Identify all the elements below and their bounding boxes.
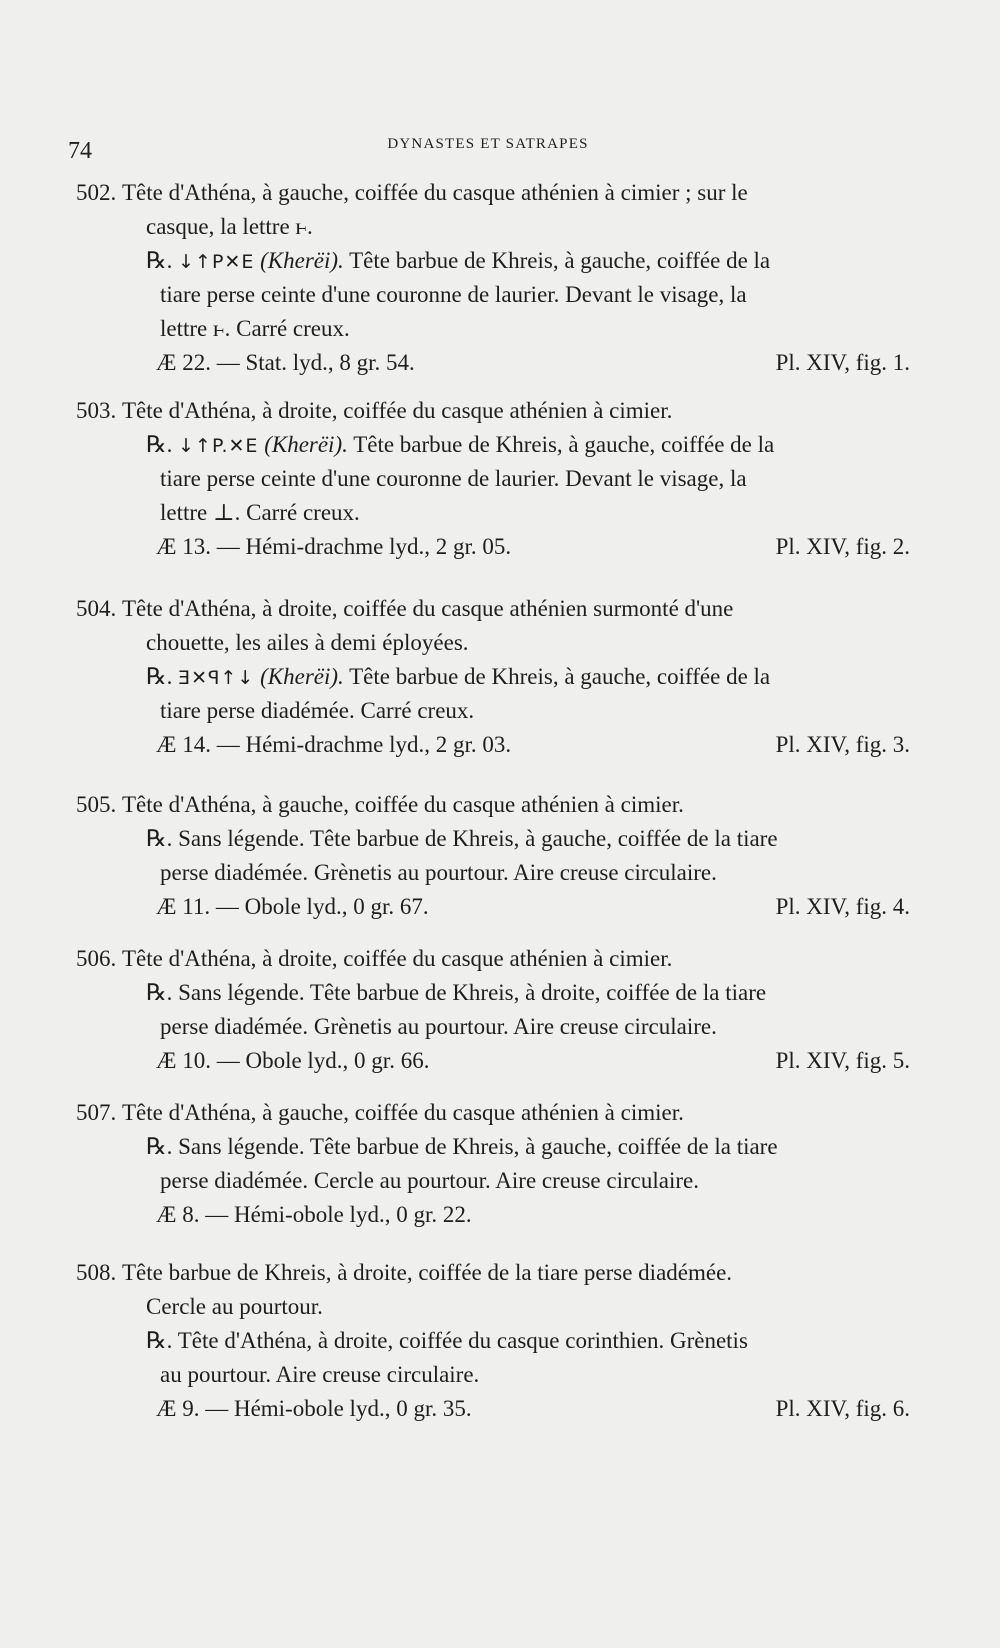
- reverse-line: lettre ⊥. Carré creux.: [160, 500, 360, 525]
- obverse-line: chouette, les ailes à demi éployées.: [146, 630, 469, 655]
- obverse-line: Tête d'Athéna, à droite, coiffée du casque athénien à cimier.: [122, 946, 673, 971]
- weight-info: 9. — Hémi-obole lyd., 0 gr. 35.: [182, 1396, 472, 1421]
- entry-number: 503.: [76, 398, 117, 423]
- reverse-line: tiare perse ceinte d'une couronne de laurier. Devant le visage, la: [160, 466, 747, 491]
- entry-number: 504.: [76, 596, 117, 621]
- reverse-text: Sans légende. Tête barbue de Khreis, à droite, coiffée de la tiare: [178, 980, 767, 1005]
- reverse-line: [146, 1324, 748, 1358]
- reverse-line: lettre ⱶ. Carré creux.: [160, 316, 350, 341]
- metal-symbol: Æ: [156, 1396, 177, 1421]
- reverse-line: perse diadémée. Grènetis au pourtour. Aire creuse circulaire.: [160, 860, 717, 885]
- metal-symbol: Æ: [156, 732, 177, 757]
- reverse-line: [146, 660, 770, 695]
- weight-info: 14. — Hémi-drachme lyd., 2 gr. 03.: [182, 732, 512, 757]
- weight-info: 13. — Hémi-drachme lyd., 2 gr. 05.: [182, 534, 512, 559]
- catalogue-entry-506: [76, 942, 910, 1078]
- plate-reference: Pl. XIV, fig. 2.: [775, 534, 910, 559]
- reverse-mark: ℞.: [146, 826, 173, 851]
- reverse-line: [146, 244, 770, 279]
- catalogue-entry-502: [76, 176, 910, 380]
- legend-transliteration: (Kherëi).: [260, 248, 344, 273]
- catalogue-entry-508: [76, 1256, 910, 1426]
- plate-reference: Pl. XIV, fig. 6.: [775, 1396, 910, 1421]
- weight-info: 8. — Hémi-obole lyd., 0 gr. 22.: [182, 1202, 472, 1227]
- reverse-line: perse diadémée. Cercle au pourtour. Aire creuse circulaire.: [160, 1168, 699, 1193]
- reverse-text: Tête barbue de Khreis, à gauche, coiffée de la: [349, 664, 771, 689]
- reverse-text: Sans légende. Tête barbue de Khreis, à gauche, coiffée de la tiare: [178, 1134, 778, 1159]
- metal-symbol: Æ: [156, 1202, 177, 1227]
- reverse-text: Tête d'Athéna, à droite, coiffée du casque corinthien. Grènetis: [177, 1328, 748, 1353]
- metal-weight-line: [156, 1044, 429, 1078]
- reverse-line: tiare perse ceinte d'une couronne de laurier. Devant le visage, la: [160, 282, 747, 307]
- metal-weight-line: [156, 1198, 472, 1232]
- lydian-legend: ↓↑P✕E: [178, 251, 255, 273]
- metal-weight-line: [156, 1392, 472, 1426]
- reverse-mark: ℞.: [146, 1328, 173, 1353]
- entry-number: 507.: [76, 1100, 117, 1125]
- reverse-text: Tête barbue de Khreis, à gauche, coiffée de la: [353, 432, 775, 457]
- plate-reference: Pl. XIV, fig. 4.: [775, 894, 910, 919]
- obverse-line: Tête d'Athéna, à droite, coiffée du casque athénien à cimier.: [122, 398, 673, 423]
- metal-weight-line: [156, 890, 429, 924]
- reverse-line: au pourtour. Aire creuse circulaire.: [160, 1362, 480, 1387]
- entry-number: 502.: [76, 180, 117, 205]
- plate-reference: Pl. XIV, fig. 5.: [775, 1048, 910, 1073]
- lydian-legend: ↓↑P.✕E: [178, 435, 259, 457]
- weight-info: 22. — Stat. lyd., 8 gr. 54.: [182, 350, 415, 375]
- metal-symbol: Æ: [156, 350, 177, 375]
- metal-symbol: Æ: [156, 1048, 177, 1073]
- obverse-line: Tête d'Athéna, à gauche, coiffée du casque athénien à cimier.: [122, 1100, 684, 1125]
- obverse-line: Cercle au pourtour.: [146, 1294, 323, 1319]
- catalogue-entry-505: [76, 788, 910, 924]
- metal-symbol: Æ: [156, 534, 177, 559]
- plate-reference: Pl. XIV, fig. 3.: [775, 732, 910, 757]
- reverse-line: [146, 976, 766, 1010]
- metal-weight-line: [156, 346, 415, 380]
- obverse-line: Tête barbue de Khreis, à droite, coiffée de la tiare perse diadémée.: [122, 1260, 733, 1285]
- catalogue-entry-503: [76, 394, 910, 564]
- reverse-line: perse diadémée. Grènetis au pourtour. Aire creuse circulaire.: [160, 1014, 717, 1039]
- reverse-mark: ℞.: [146, 664, 173, 689]
- page-header: [68, 132, 908, 172]
- reverse-mark: ℞.: [146, 1134, 173, 1159]
- metal-weight-line: [156, 530, 511, 564]
- lydian-legend: Ǝ✕ꟼ↑↓: [178, 667, 255, 689]
- legend-transliteration: (Kherëi).: [264, 432, 348, 457]
- running-title: DYNASTES ET SATRAPES: [387, 136, 589, 152]
- reverse-line: tiare perse diadémée. Carré creux.: [160, 698, 475, 723]
- reverse-text: Tête barbue de Khreis, à gauche, coiffée de la: [349, 248, 771, 273]
- obverse-line: casque, la lettre ⱶ.: [146, 214, 313, 239]
- weight-info: 11. — Obole lyd., 0 gr. 67.: [182, 894, 429, 919]
- metal-symbol: Æ: [156, 894, 177, 919]
- weight-info: 10. — Obole lyd., 0 gr. 66.: [182, 1048, 430, 1073]
- entry-number: 505.: [76, 792, 117, 817]
- catalogue-entry-504: [76, 592, 910, 762]
- metal-weight-line: [156, 728, 511, 762]
- reverse-line: [146, 1130, 778, 1164]
- catalogue-entry-507: [76, 1096, 910, 1232]
- obverse-line: Tête d'Athéna, à gauche, coiffée du casque athénien à cimier.: [122, 792, 684, 817]
- reverse-line: [146, 822, 778, 856]
- reverse-mark: ℞.: [146, 248, 173, 273]
- entry-number: 508.: [76, 1260, 117, 1285]
- obverse-line: Tête d'Athéna, à gauche, coiffée du casque athénien à cimier ; sur le: [122, 180, 748, 205]
- entry-number: 506.: [76, 946, 117, 971]
- reverse-mark: ℞.: [146, 432, 173, 457]
- reverse-line: [146, 428, 774, 463]
- page-number: 74: [68, 138, 92, 164]
- reverse-text: Sans légende. Tête barbue de Khreis, à gauche, coiffée de la tiare: [178, 826, 778, 851]
- legend-transliteration: (Kherëi).: [260, 664, 344, 689]
- plate-reference: Pl. XIV, fig. 1.: [775, 350, 910, 375]
- reverse-mark: ℞.: [146, 980, 173, 1005]
- obverse-line: Tête d'Athéna, à droite, coiffée du casque athénien surmonté d'une: [122, 596, 734, 621]
